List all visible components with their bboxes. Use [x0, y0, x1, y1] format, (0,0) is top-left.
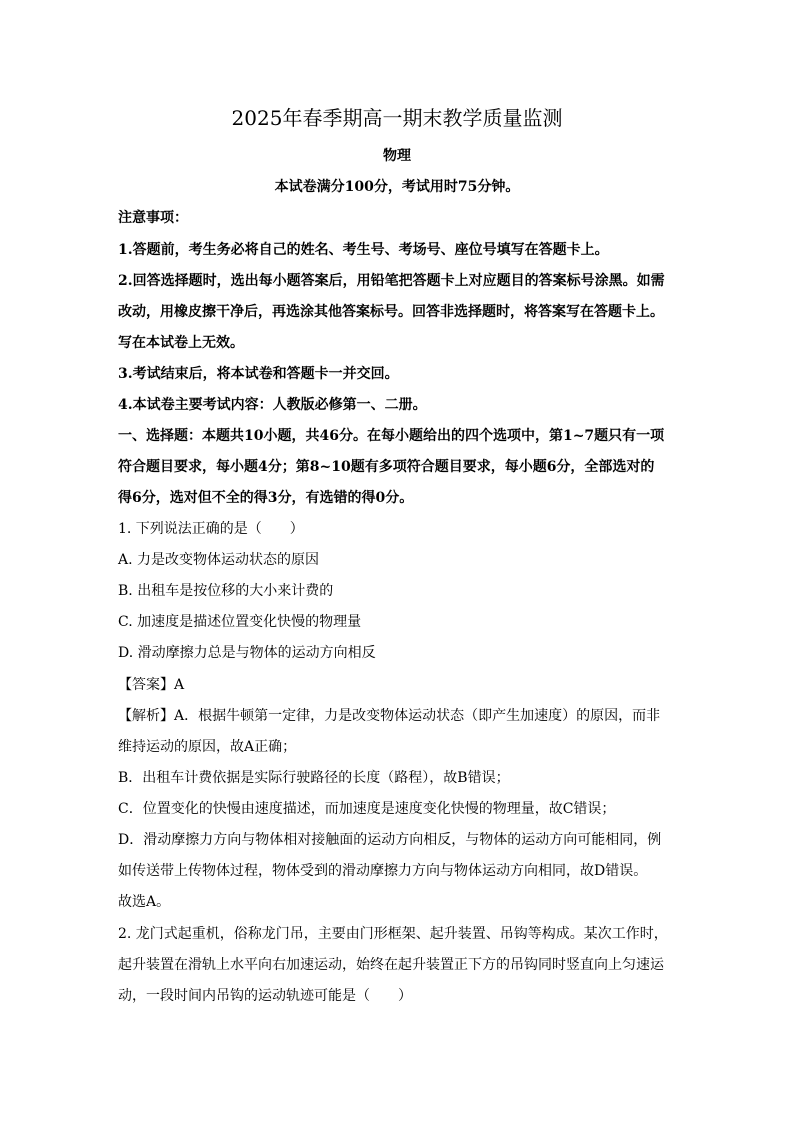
section-instruction: 一、选择题：本题共10小题，共46分。在每小题给出的四个选项中，第1~7题只有一项: [118, 428, 665, 444]
notice-item: 4.本试卷主要考试内容：人教版必修第一、二册。: [118, 397, 427, 413]
notice-heading: 注意事项：: [118, 210, 188, 226]
question-1-analysis-line: 【解析】A．根据牛顿第一定律，力是改变物体运动状态（即产生加速度）的原因，而非: [118, 708, 661, 724]
exam-info: 本试卷满分100分，考试用时75分钟。: [274, 179, 520, 195]
question-2-stem-line: 2. 龙门式起重机，俗称龙门吊，主要由门形框架、起升装置、吊钩等构成。某次工作时，: [118, 926, 668, 942]
question-1-analysis-line: B．出租车计费依据是实际行驶路径的长度（路程），故B错误；: [118, 770, 510, 786]
notice-item: 写在本试卷上无效。: [118, 335, 244, 351]
subject-label: 物理: [383, 148, 411, 164]
notice-item: 3.考试结束后，将本试卷和答题卡一并交回。: [118, 366, 399, 382]
question-2-stem-line: 动，一段时间内吊钩的运动轨迹可能是（ ）: [118, 988, 412, 1004]
section-instruction: 符合题目要求，每小题4分；第8~10题有多项符合题目要求，每小题6分，全部选对的: [118, 459, 655, 475]
question-2-stem-line: 起升装置在滑轨上水平向右加速运动，始终在起升装置正下方的吊钩同时竖直向上匀速运: [118, 957, 664, 973]
question-1-option-a: A. 力是改变物体运动状态的原因: [118, 552, 320, 568]
question-1-stem: 1. 下列说法正确的是（ ）: [118, 521, 304, 537]
question-1-analysis-line: 如传送带上传物体过程，物体受到的滑动摩擦力方向与物体运动方向相同，故D错误。: [118, 863, 648, 879]
question-1-option-c: C. 加速度是描述位置变化快慢的物理量: [118, 614, 362, 630]
question-1-analysis-line: 故选A。: [118, 894, 171, 910]
question-1-option-b: B. 出租车是按位移的大小来计费的: [118, 583, 334, 599]
question-1-analysis-line: 维持运动的原因，故A正确；: [118, 739, 297, 755]
notice-item: 1.答题前，考生务必将自己的姓名、考生号、考场号、座位号填写在答题卡上。: [118, 242, 609, 258]
question-1-option-d: D. 滑动摩擦力总是与物体的运动方向相反: [118, 645, 376, 661]
notice-item: 改动，用橡皮擦干净后，再选涂其他答案标号。回答非选择题时，将答案写在答题卡上。: [118, 304, 664, 320]
question-1-analysis-line: C．位置变化的快慢由速度描述，而加速度是速度变化快慢的物理量，故C错误；: [118, 801, 616, 817]
question-1-analysis-line: D．滑动摩擦力方向与物体相对接触面的运动方向相反，与物体的运动方向可能相同，例: [118, 832, 662, 848]
page-title: 2025年春季期高一期末教学质量监测: [231, 106, 563, 130]
section-instruction: 得6分，选对但不全的得3分，有选错的得0分。: [118, 490, 414, 506]
notice-item: 2.回答选择题时，选出每小题答案后，用铅笔把答题卡上对应题目的答案标号涂黑。如需: [118, 273, 665, 289]
question-1-answer: 【答案】A: [118, 677, 185, 693]
